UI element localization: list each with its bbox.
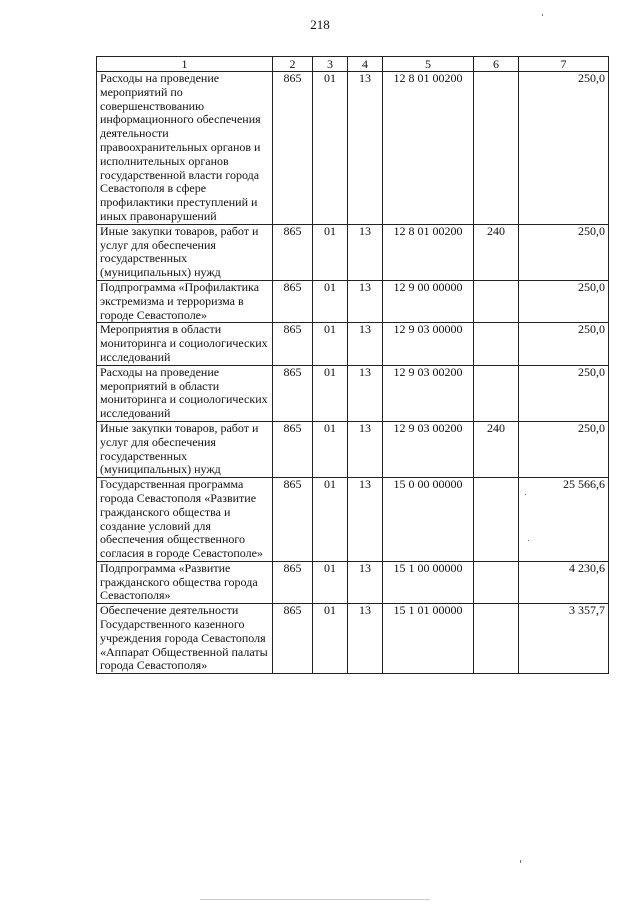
row-col4: 13 [348,280,383,322]
row-name: Расходы на проведение мероприятий в области мониторинга и социологических исследований [97,365,273,421]
row-col6 [474,561,519,603]
header-col-3: 3 [313,57,348,72]
row-col2: 865 [273,604,313,674]
row-col3: 01 [313,421,348,477]
row-col2: 865 [273,224,313,280]
table-row [97,604,609,674]
row-col6 [474,72,519,225]
row-col2: 865 [273,561,313,603]
row-col7: 250,0 [519,323,609,365]
scan-speck [520,860,521,863]
row-col7: 250,0 [519,280,609,322]
row-col6 [474,365,519,421]
row-col4: 13 [348,478,383,562]
header-col-4: 4 [348,57,383,72]
table-row [97,365,609,421]
row-name: Подпрограмма «Профилактика экстремизма и терроризма в городе Севастополе» [97,280,273,322]
row-col4: 13 [348,421,383,477]
scan-speck [200,899,430,900]
row-col6: 240 [474,421,519,477]
scan-speck [525,494,526,495]
row-col5: 12 9 03 00000 [383,323,474,365]
row-col2: 865 [273,280,313,322]
row-col3: 01 [313,323,348,365]
header-col-6: 6 [474,57,519,72]
row-col5: 12 8 01 00200 [383,224,474,280]
row-name: Расходы на проведение мероприятий по совершенствованию информационного обеспечения деятельности правоохранительных органов и исполнительных органов государственной власти города Севастополя в сфере профилактики преступлений и иных правонарушений [97,72,273,225]
row-col7: 250,0 [519,72,609,225]
row-col6 [474,323,519,365]
row-name: Иные закупки товаров, работ и услуг для обеспечения государственных (муниципальных) нужд [97,421,273,477]
header-row [97,57,609,72]
row-col7: 4 230,6 [519,561,609,603]
row-col4: 13 [348,72,383,225]
row-col4: 13 [348,604,383,674]
row-col4: 13 [348,365,383,421]
row-col4: 13 [348,224,383,280]
row-col5: 12 9 03 00200 [383,365,474,421]
header-col-7: 7 [519,57,609,72]
table-row [97,72,609,225]
header-col-5: 5 [383,57,474,72]
row-col2: 865 [273,323,313,365]
header-col-1: 1 [97,57,273,72]
row-col4: 13 [348,323,383,365]
row-col3: 01 [313,365,348,421]
row-col6 [474,478,519,562]
row-col2: 865 [273,478,313,562]
page-number: 218 [310,17,330,32]
row-col3: 01 [313,72,348,225]
header-col-2: 2 [273,57,313,72]
row-col5: 12 9 03 00200 [383,421,474,477]
row-col4: 13 [348,561,383,603]
row-col2: 865 [273,421,313,477]
row-col5: 15 1 01 00000 [383,604,474,674]
row-col2: 865 [273,72,313,225]
row-col3: 01 [313,561,348,603]
row-col5: 12 8 01 00200 [383,72,474,225]
row-col5: 15 1 00 00000 [383,561,474,603]
table-row [97,280,609,322]
table-row [97,478,609,562]
row-name: Обеспечение деятельности Государственного казенного учреждения города Севастополя «Аппарат Общественной палаты города Севастополя» [97,604,273,674]
row-name: Иные закупки товаров, работ и услуг для обеспечения государственных (муниципальных) нужд [97,224,273,280]
row-col3: 01 [313,280,348,322]
row-name: Подпрограмма «Развитие гражданского общества города Севастополя» [97,561,273,603]
row-col7: 250,0 [519,421,609,477]
row-col5: 12 9 00 00000 [383,280,474,322]
row-col3: 01 [313,604,348,674]
row-col3: 01 [313,224,348,280]
row-col7: 250,0 [519,365,609,421]
row-col6 [474,604,519,674]
row-col7: 3 357,7 [519,604,609,674]
row-col6: 240 [474,224,519,280]
row-name: Мероприятия в области мониторинга и социологических исследований [97,323,273,365]
row-col7: 25 566,6 [519,478,609,562]
row-col7: 250,0 [519,224,609,280]
row-col3: 01 [313,478,348,562]
row-name: Государственная программа города Севастополя «Развитие гражданского общества и создание условий для обеспечения общественного согласия в городе Севастополе» [97,478,273,562]
budget-table [96,56,609,674]
table-row [97,561,609,603]
table-row [97,224,609,280]
table-row [97,323,609,365]
row-col2: 865 [273,365,313,421]
scan-speck [542,14,543,16]
row-col5: 15 0 00 00000 [383,478,474,562]
scan-speck [528,540,529,541]
table-row [97,421,609,477]
row-col6 [474,280,519,322]
